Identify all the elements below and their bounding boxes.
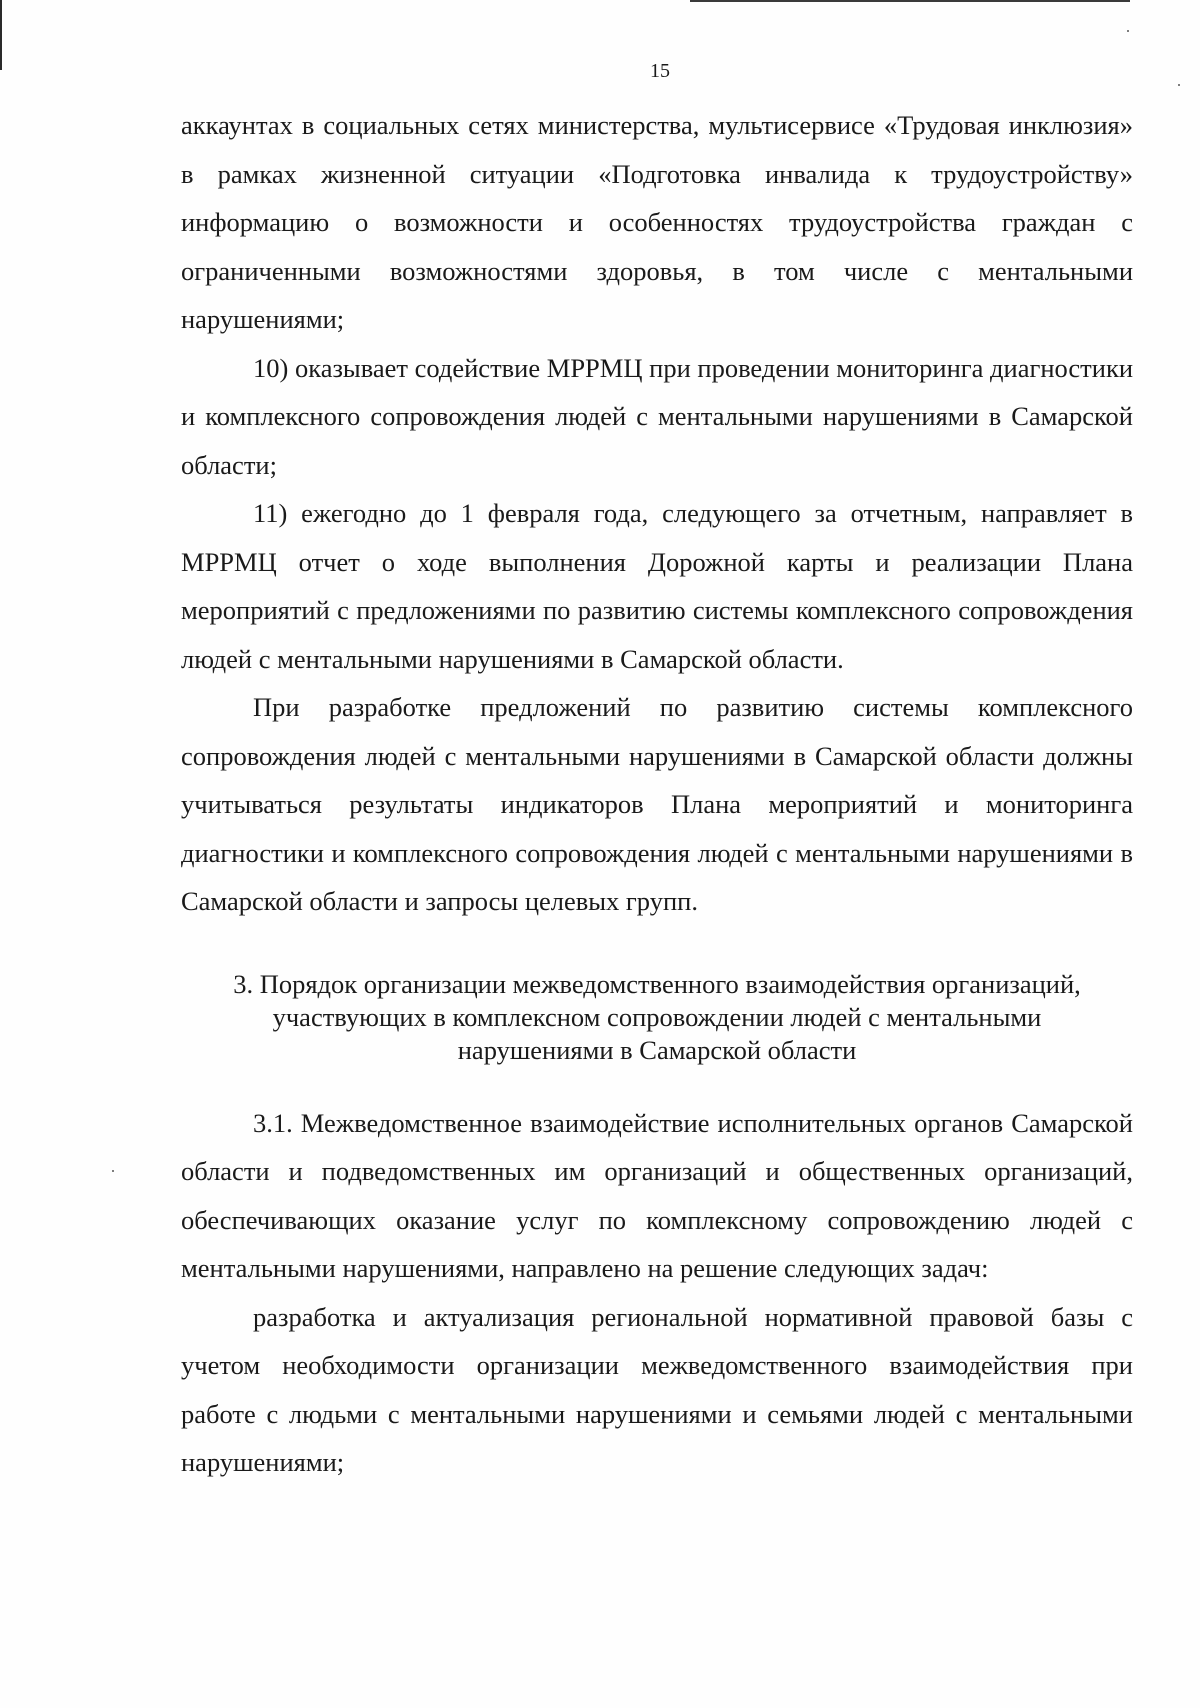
scan-speck: [1127, 30, 1129, 32]
scan-speck: [112, 1170, 114, 1172]
paragraph-3-1: 3.1. Межведомственное взаимодействие исполнительных органов Самарской области и подведомственных им организаций и общественных организаций, обеспечивающих оказание услуг по комплексному сопровождению людей с ментальными нарушениями, направлено на решение следующих задач:: [181, 1107, 1133, 1283]
page-number: 15: [650, 60, 670, 82]
paragraph-accounts: аккаунтах в социальных сетях министерства, мультисервисе «Трудовая инклюзия» в рамках жизненной ситуации «Подготовка инвалида к трудоустройству» информацию о возможности и особенностях трудоустройства граждан с ограниченными возможностями здоровья, в том числе с ментальными нарушениями;: [181, 110, 1133, 334]
section-heading: [181, 968, 1133, 1067]
scan-edge-top: [690, 0, 1130, 2]
paragraph-item-10: 10) оказывает содействие МРРМЦ при проведении мониторинга диагностики и комплексного сопровождения людей с ментальными нарушениями в Самарской области;: [181, 352, 1133, 480]
section-heading-line: 3. Порядок организации межведомственного взаимодействия организаций,: [233, 968, 1081, 999]
section-heading-line: участвующих в комплексном сопровождении людей с ментальными: [272, 1001, 1042, 1032]
document-body: [181, 101, 1133, 1487]
paragraph-proposals: При разработке предложений по развитию системы комплексного сопровождения людей с ментальными нарушениями в Самарской области должны учитываться результаты индикаторов Плана мероприятий и мониторинга диагностики и комплексного сопровождения людей с ментальными нарушениями в Самарской области и запросы целевых групп.: [181, 692, 1133, 916]
paragraph-item-11: 11) ежегодно до 1 февраля года, следующего за отчетным, направляет в МРРМЦ отчет о ходе выполнения Дорожной карты и реализации Плана мероприятий с предложениями по развитию системы комплексного сопровождения людей с ментальными нарушениями в Самарской области.: [181, 498, 1133, 674]
scan-speck: [1178, 84, 1180, 86]
section-heading-line: нарушениями в Самарской области: [457, 1034, 857, 1065]
paragraph-legal-base: разработка и актуализация региональной нормативной правовой базы с учетом необходимости организации межведомственного взаимодействия при работе с людьми с ментальными нарушениями и семьями людей с ментальными нарушениями;: [181, 1301, 1133, 1477]
